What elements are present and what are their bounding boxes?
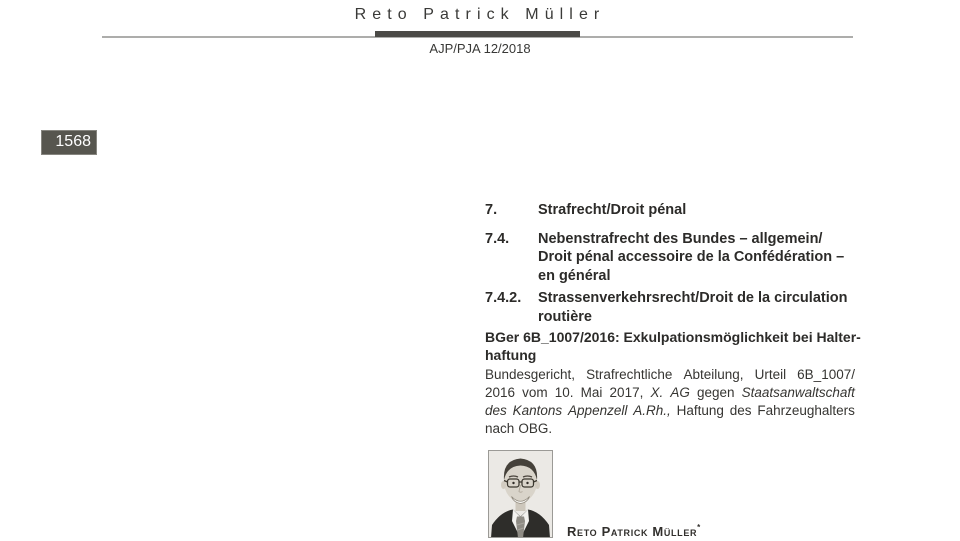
header-rule-thick [375, 31, 580, 37]
section-title-line: Nebenstrafrecht des Bundes – allgemein/ [538, 230, 823, 247]
body-word: AG [670, 385, 690, 400]
body-word: Urteil [754, 367, 787, 382]
body-word: X. [650, 385, 664, 400]
body-word: Staatsanwaltschaft [741, 385, 855, 400]
running-head-author: Reto Patrick Müller [354, 6, 606, 23]
footnote-asterisk: * [697, 523, 701, 532]
section-number: 7.4.2. [485, 290, 522, 306]
journal-issue: AJP/PJA 12/2018 [429, 41, 531, 56]
section-number: 7.4. [485, 230, 510, 247]
section-title [538, 230, 855, 286]
body-word: vom [522, 385, 548, 400]
author-caption-name: Reto Patrick Müller [567, 524, 698, 539]
article-body [485, 366, 855, 438]
body-word: Fahrzeughalters [757, 403, 855, 418]
body-text-line [485, 366, 855, 384]
body-text-line [485, 420, 855, 438]
section-title-line: en général [538, 267, 611, 284]
body-word: Abteilung, [683, 367, 744, 382]
section-title [538, 201, 855, 220]
section-heading [485, 230, 855, 286]
body-word: OBG. [518, 421, 553, 436]
body-word: 2016 [485, 385, 516, 400]
body-word: 2017, [609, 385, 644, 400]
body-word: gegen [696, 385, 735, 400]
section-headings [485, 201, 855, 326]
article-title-line: BGer 6B_1007/2016: Exkulpationsmöglichkeit bei Halter- [485, 329, 861, 345]
body-text-line [485, 402, 855, 420]
body-text-line [485, 384, 855, 402]
section-heading [485, 201, 855, 220]
section-number: 7. [485, 202, 498, 218]
body-word: 10. [554, 385, 574, 400]
section-title [538, 289, 855, 326]
section-heading [485, 289, 855, 326]
article-title [485, 329, 861, 364]
body-word: A.Rh., [633, 403, 671, 418]
body-word: nach [485, 421, 515, 436]
page-number-badge: 1568 [41, 130, 97, 155]
section-title-line: routière [538, 308, 592, 325]
body-word: Appenzell [568, 403, 628, 418]
article-column [485, 201, 861, 438]
body-word: Haftung [676, 403, 724, 418]
article-title-line: haftung [485, 346, 537, 363]
body-word: des [485, 403, 507, 418]
body-word: Mai [580, 385, 603, 400]
author-caption [567, 523, 700, 539]
body-word: 6B_1007/ [797, 367, 855, 382]
section-title-line: Strassenverkehrsrecht/Droit de la circulation [538, 290, 848, 306]
author-photo [488, 450, 553, 538]
body-word: Strafrechtliche [586, 367, 673, 382]
section-title-line: Droit pénal accessoire de la Confédération – [538, 249, 845, 265]
body-word: des [729, 403, 752, 418]
body-word: Kantons [512, 403, 563, 418]
body-word: Bundesgericht, [485, 367, 576, 382]
section-title-line: Strafrecht/Droit pénal [538, 202, 687, 218]
